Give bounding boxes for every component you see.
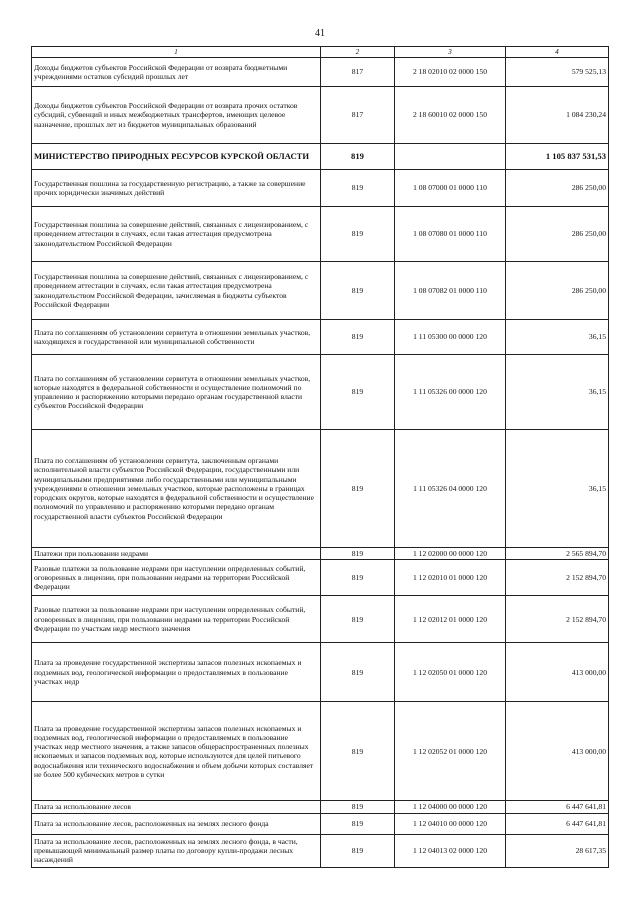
row-name: Плата за использование лесов, расположенных на землях лесного фонда	[32, 813, 321, 834]
column-number: 4	[506, 47, 609, 58]
row-admin-code: 819	[321, 144, 395, 170]
row-amount: 28 617,35	[506, 834, 609, 867]
row-admin-code: 817	[321, 58, 395, 87]
row-amount: 579 525,13	[506, 58, 609, 87]
row-admin-code: 819	[321, 548, 395, 560]
row-budget-code: 1 12 02052 01 0000 120	[395, 702, 506, 801]
row-admin-code: 819	[321, 320, 395, 355]
row-admin-code: 819	[321, 834, 395, 867]
row-admin-code: 819	[321, 355, 395, 430]
row-amount: 1 105 837 531,53	[506, 144, 609, 170]
column-number-row	[32, 47, 609, 58]
row-name: Плата по соглашениям об установлении сервитута, заключенным органами исполнительной власти субъектов Российской Федерации, государственными или муниципальными предприятиями либо государственными или муниципальными учреждениями в отношении земельных участков, которые расположены в границах городских округов, которые находятся в федеральной собственности и осуществление полномочий по управлению и распоряжению которыми передано органам государственной власти субъектов Российской Федерации	[32, 430, 321, 548]
column-number: 3	[395, 47, 506, 58]
row-budget-code: 2 18 02010 02 0000 150	[395, 58, 506, 87]
row-amount: 2 565 894,70	[506, 548, 609, 560]
row-budget-code: 1 11 05300 00 0000 120	[395, 320, 506, 355]
row-amount: 286 250,00	[506, 170, 609, 207]
row-budget-code: 1 12 04000 00 0000 120	[395, 801, 506, 813]
row-budget-code: 1 11 05326 00 0000 120	[395, 355, 506, 430]
row-amount: 36,15	[506, 430, 609, 548]
row-name: Разовые платежи за пользование недрами при наступлении определенных событий, оговоренных в лицензии, при пользовании недрами на территории Российской Федерации по участкам недр местного значения	[32, 596, 321, 643]
row-amount: 6 447 641,81	[506, 813, 609, 834]
row-budget-code: 1 11 05326 04 0000 120	[395, 430, 506, 548]
table-row	[32, 58, 609, 87]
row-admin-code: 817	[321, 87, 395, 144]
row-admin-code: 819	[321, 560, 395, 596]
row-name: Плата за использование лесов, расположенных на землях лесного фонда, в части, превышающей минимальный размер платы по договору купли-продажи лесных насаждений	[32, 834, 321, 867]
row-admin-code: 819	[321, 702, 395, 801]
row-name: МИНИСТЕРСТВО ПРИРОДНЫХ РЕСУРСОВ КУРСКОЙ ОБЛАСТИ	[32, 144, 321, 170]
table-row	[32, 262, 609, 320]
table-row	[32, 702, 609, 801]
row-name: Плата за проведение государственной экспертизы запасов полезных ископаемых и подземных вод, геологической информации о предоставляемых в пользование участках недр местного значения, а также запасов общераспространенных полезных ископаемых и запасов подземных вод, которые используются для целей питьевого водоснабжения или технического водоснабжения и объем добычи которых составляет не более 500 кубических метров в сутки	[32, 702, 321, 801]
row-amount: 286 250,00	[506, 262, 609, 320]
row-budget-code: 1 12 02000 00 0000 120	[395, 548, 506, 560]
row-budget-code: 2 18 60010 02 0000 150	[395, 87, 506, 144]
row-budget-code	[395, 144, 506, 170]
table-row	[32, 87, 609, 144]
row-amount: 413 000,00	[506, 643, 609, 702]
row-amount: 2 152 894,70	[506, 596, 609, 643]
row-name: Доходы бюджетов субъектов Российской Федерации от возврата прочих остатков субсидий, субвенций и иных межбюджетных трансфертов, имеющих целевое назначение, прошлых лет из бюджетов муниципальных образований	[32, 87, 321, 144]
row-budget-code: 1 12 02050 01 0000 120	[395, 643, 506, 702]
table-row	[32, 355, 609, 430]
row-name: Плата за использование лесов	[32, 801, 321, 813]
page-number: 41	[315, 28, 325, 39]
row-admin-code: 819	[321, 643, 395, 702]
row-amount: 413 000,00	[506, 702, 609, 801]
table-row	[32, 801, 609, 813]
row-admin-code: 819	[321, 801, 395, 813]
table-row	[32, 170, 609, 207]
table-row	[32, 834, 609, 867]
row-name: Платежи при пользовании недрами	[32, 548, 321, 560]
row-amount: 36,15	[506, 320, 609, 355]
row-name: Государственная пошлина за совершение действий, связанных с лицензированием, с проведением аттестации в случаях, если такая аттестация предусмотрена законодательством Российской Федерации, зачисляемая в бюджеты субъектов Российской Федерации	[32, 262, 321, 320]
row-name: Плата по соглашениям об установлении сервитута в отношении земельных участков, находящихся в государственной или муниципальной собственности	[32, 320, 321, 355]
table-row	[32, 813, 609, 834]
row-name: Доходы бюджетов субъектов Российской Федерации от возврата бюджетными учреждениями остатков субсидий прошлых лет	[32, 58, 321, 87]
revenue-table	[31, 46, 609, 868]
table-row	[32, 560, 609, 596]
row-admin-code: 819	[321, 207, 395, 262]
row-budget-code: 1 12 02012 01 0000 120	[395, 596, 506, 643]
row-admin-code: 819	[321, 596, 395, 643]
section-row	[32, 144, 609, 170]
row-budget-code: 1 12 04013 02 0000 120	[395, 834, 506, 867]
row-amount: 2 152 894,70	[506, 560, 609, 596]
table-row	[32, 430, 609, 548]
row-name: Государственная пошлина за государственную регистрацию, а также за совершение прочих юридически значимых действий	[32, 170, 321, 207]
row-budget-code: 1 08 07082 01 0000 110	[395, 262, 506, 320]
row-budget-code: 1 08 07000 01 0000 110	[395, 170, 506, 207]
row-admin-code: 819	[321, 813, 395, 834]
table-row	[32, 596, 609, 643]
table-row	[32, 643, 609, 702]
row-budget-code: 1 12 02010 01 0000 120	[395, 560, 506, 596]
row-name: Плата за проведение государственной экспертизы запасов полезных ископаемых и подземных вод, геологической информации о предоставляемых в пользование участках недр	[32, 643, 321, 702]
table-row	[32, 548, 609, 560]
row-budget-code: 1 08 07080 01 0000 110	[395, 207, 506, 262]
row-amount: 286 250,00	[506, 207, 609, 262]
row-name: Государственная пошлина за совершение действий, связанных с лицензированием, с проведением аттестации в случаях, если такая аттестация предусмотрена законодательством Российской Федерации	[32, 207, 321, 262]
table-row	[32, 207, 609, 262]
row-name: Плата по соглашениям об установлении сервитута в отношении земельных участков, которые находятся в федеральной собственности и осуществление полномочий по управлению и распоряжению которыми передано органам государственной власти субъектов Российской Федерации	[32, 355, 321, 430]
row-budget-code: 1 12 04010 00 0000 120	[395, 813, 506, 834]
row-name: Разовые платежи за пользование недрами при наступлении определенных событий, оговоренных в лицензии, при пользовании недрами на территории Российской Федерации	[32, 560, 321, 596]
column-number: 1	[32, 47, 321, 58]
row-admin-code: 819	[321, 170, 395, 207]
table-row	[32, 320, 609, 355]
row-amount: 36,15	[506, 355, 609, 430]
column-number: 2	[321, 47, 395, 58]
row-amount: 1 084 230,24	[506, 87, 609, 144]
row-amount: 6 447 641,81	[506, 801, 609, 813]
row-admin-code: 819	[321, 262, 395, 320]
row-admin-code: 819	[321, 430, 395, 548]
